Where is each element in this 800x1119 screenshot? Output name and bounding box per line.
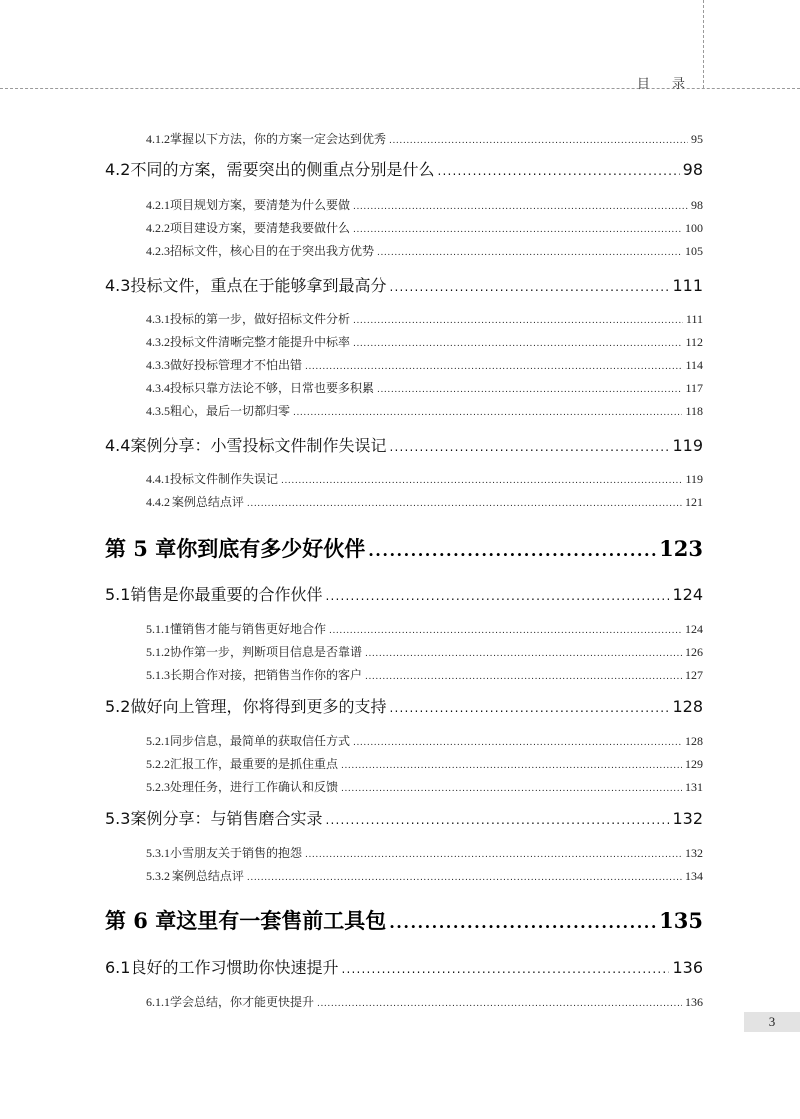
- toc-entry-number: 4.2.1: [146, 198, 170, 212]
- toc-entry-number: 4.4.1: [146, 472, 170, 486]
- toc-dot-leader: [353, 312, 683, 326]
- toc-subsection[interactable]: [0, 130, 800, 160]
- toc-dot-leader: [325, 585, 669, 604]
- toc-entry-title: 做好投标管理才不怕出错: [170, 358, 303, 372]
- toc-entry-number: 5.2: [105, 697, 131, 716]
- toc-entry-page: 126: [685, 645, 703, 659]
- toc-entry-number: 4.3.4: [146, 381, 170, 395]
- toc-entry-page: 118: [685, 404, 703, 418]
- toc-dot-leader: [305, 358, 682, 372]
- toc-entry-page: 136: [685, 995, 703, 1009]
- toc-entry-title: 粗心，最后一切都归零: [170, 404, 291, 418]
- toc-entry-page: 132: [672, 809, 703, 828]
- running-header-title: 目 录: [636, 77, 694, 92]
- toc-dot-leader: [365, 645, 682, 659]
- toc-entry-number: 4.4: [105, 436, 131, 455]
- toc-entry-number: 6.1.1: [146, 995, 170, 1009]
- toc-entry-title: 投标只靠方法论不够，日常也要多积累: [170, 381, 375, 395]
- toc-subsection[interactable]: [0, 402, 800, 432]
- toc-dot-leader: [353, 198, 688, 212]
- toc-dot-leader: [389, 276, 669, 295]
- toc-dot-leader: [293, 404, 682, 418]
- toc-entry-title: 做好向上管理，你将得到更多的支持: [130, 697, 387, 716]
- toc-chapter[interactable]: [0, 905, 800, 935]
- toc-entry-title: 学会总结，你才能更快提升: [170, 995, 315, 1009]
- toc-entry-page: 135: [659, 908, 703, 933]
- toc-entry-page: 121: [685, 495, 703, 509]
- toc-section[interactable]: [0, 433, 800, 463]
- toc-dot-leader: [341, 757, 682, 771]
- toc-entry-page: 98: [682, 160, 703, 179]
- toc-subsection[interactable]: [0, 778, 800, 808]
- toc-entry-title: 投标文件制作失误记: [170, 472, 279, 486]
- toc-dot-leader: [247, 495, 682, 509]
- toc-subsection[interactable]: [0, 867, 800, 897]
- toc-entry-title: 小雪朋友关于销售的抱怨: [170, 846, 303, 860]
- toc-entry-title: 同步信息，最简单的获取信任方式: [170, 734, 351, 748]
- toc-entry-title: 处理任务，进行工作确认和反馈: [170, 780, 339, 794]
- toc-entry-page: 123: [659, 536, 703, 561]
- toc-entry-number: 第 6 章: [105, 908, 177, 933]
- toc-entry-number: 5.2.1: [146, 734, 170, 748]
- toc-entry-number: 4.3.5: [146, 404, 170, 418]
- toc-entry-page: 131: [685, 780, 703, 794]
- toc-dot-leader: [377, 244, 682, 258]
- toc-entry-title: 销售是你最重要的合作伙伴: [130, 585, 323, 604]
- toc-dot-leader: [353, 221, 682, 235]
- toc-entry-page: 128: [685, 734, 703, 748]
- toc-entry-page: 119: [685, 472, 703, 486]
- toc-entry-title: 汇报工作，最重要的是抓住重点: [170, 757, 339, 771]
- toc-section[interactable]: [0, 273, 800, 303]
- toc-entry-page: 111: [672, 276, 703, 295]
- toc-entry-page: 98: [691, 198, 703, 212]
- toc-section[interactable]: [0, 157, 800, 187]
- toc-subsection[interactable]: [0, 242, 800, 272]
- toc-entry-number: 5.2.2: [146, 757, 170, 771]
- toc-entry-number: 5.1.2: [146, 645, 170, 659]
- toc-entry-page: 105: [685, 244, 703, 258]
- toc-entry-page: 114: [685, 358, 703, 372]
- toc-entry-page: 95: [691, 132, 703, 146]
- toc-entry-number: 4.2: [105, 160, 131, 179]
- toc-dot-leader: [341, 958, 669, 977]
- toc-subsection[interactable]: [0, 493, 800, 523]
- toc-entry-number: 4.1.2: [146, 132, 170, 146]
- toc-entry-title: 良好的工作习惯助你快速提升: [130, 958, 339, 977]
- toc-entry-page: 132: [685, 846, 703, 860]
- toc-entry-title: 案例分享：小雪投标文件制作失误记: [130, 436, 387, 455]
- page-number: 3: [744, 1012, 800, 1032]
- toc-section[interactable]: [0, 806, 800, 836]
- toc-entry-number: 4.2.2: [146, 221, 170, 235]
- toc-entry-title: 懂销售才能与销售更好地合作: [170, 622, 327, 636]
- toc-entry-number: 5.1: [105, 585, 131, 604]
- toc-entry-number: 4.2.3: [146, 244, 170, 258]
- toc-dot-leader: [329, 622, 682, 636]
- toc-dot-leader: [389, 697, 669, 716]
- toc-dot-leader: [305, 846, 682, 860]
- toc-dot-leader: [368, 536, 656, 561]
- toc-dot-leader: [325, 809, 669, 828]
- toc-entry-title: 不同的方案，需要突出的侧重点分别是什么: [130, 160, 435, 179]
- toc-entry-number: 5.3.2: [146, 869, 170, 883]
- toc-entry-title: 投标的第一步，做好招标文件分析: [170, 312, 351, 326]
- toc-entry-title: 案例总结点评: [171, 869, 244, 883]
- toc-dot-leader: [389, 132, 688, 146]
- toc-section[interactable]: [0, 582, 800, 612]
- toc-entry-title: 案例分享：与销售磨合实录: [130, 809, 323, 828]
- toc-dot-leader: [247, 869, 682, 883]
- toc-dot-leader: [377, 381, 682, 395]
- toc-entry-title: 投标文件，重点在于能够拿到最高分: [130, 276, 387, 295]
- toc-entry-page: 128: [672, 697, 703, 716]
- toc-entry-title: 项目规划方案，要清楚为什么要做: [170, 198, 351, 212]
- toc-entry-number: 第 5 章: [105, 536, 177, 561]
- toc-entry-number: 4.3.3: [146, 358, 170, 372]
- toc-entry-number: 4.3.1: [146, 312, 170, 326]
- toc-dot-leader: [365, 668, 682, 682]
- toc-entry-page: 124: [672, 585, 703, 604]
- toc-section[interactable]: [0, 694, 800, 724]
- toc-entry-number: 5.3: [105, 809, 131, 828]
- toc-dot-leader: [389, 436, 669, 455]
- toc-entry-title: 长期合作对接，把销售当作你的客户: [170, 668, 363, 682]
- toc-entry-title: 协作第一步，判断项目信息是否靠谱: [170, 645, 363, 659]
- toc-dot-leader: [353, 335, 682, 349]
- toc-dot-leader: [341, 780, 682, 794]
- toc-section[interactable]: [0, 955, 800, 985]
- toc-entry-page: 119: [672, 436, 703, 455]
- toc-entry-page: 124: [685, 622, 703, 636]
- toc-entry-page: 112: [685, 335, 703, 349]
- toc-dot-leader: [281, 472, 682, 486]
- toc-entry-title: 掌握以下方法，你的方案一定会达到优秀: [170, 132, 387, 146]
- toc-entry-page: 129: [685, 757, 703, 771]
- toc-entry-number: 4.3.2: [146, 335, 170, 349]
- toc-entry-page: 127: [685, 668, 703, 682]
- toc-dot-leader: [389, 908, 656, 933]
- toc-entry-number: 6.1: [105, 958, 131, 977]
- toc-entry-number: 4.4.2: [146, 495, 170, 509]
- toc-entry-title: 案例总结点评: [171, 495, 244, 509]
- toc-chapter[interactable]: [0, 533, 800, 563]
- toc-entry-number: 4.3: [105, 276, 131, 295]
- toc-subsection[interactable]: [0, 666, 800, 696]
- toc-entry-page: 100: [685, 221, 703, 235]
- toc-entry-title: 这里有一套售前工具包: [176, 908, 387, 933]
- toc-entry-page: 111: [685, 312, 703, 326]
- toc-dot-leader: [353, 734, 682, 748]
- toc-entry-title: 你到底有多少好伙伴: [176, 536, 366, 561]
- toc-entry-number: 5.2.3: [146, 780, 170, 794]
- toc-dot-leader: [317, 995, 682, 1009]
- toc-entry-page: 134: [685, 869, 703, 883]
- toc-subsection[interactable]: [0, 993, 800, 1023]
- toc-entry-page: 117: [685, 381, 703, 395]
- toc-entry-number: 5.1.1: [146, 622, 170, 636]
- toc-entry-title: 投标文件清晰完整才能提升中标率: [170, 335, 351, 349]
- toc-entry-title: 项目建设方案，要清楚我要做什么: [170, 221, 351, 235]
- toc-entry-page: 136: [672, 958, 703, 977]
- toc-dot-leader: [437, 160, 679, 179]
- toc-entry-number: 5.1.3: [146, 668, 170, 682]
- toc-entry-number: 5.3.1: [146, 846, 170, 860]
- toc-entry-title: 招标文件，核心目的在于突出我方优势: [170, 244, 375, 258]
